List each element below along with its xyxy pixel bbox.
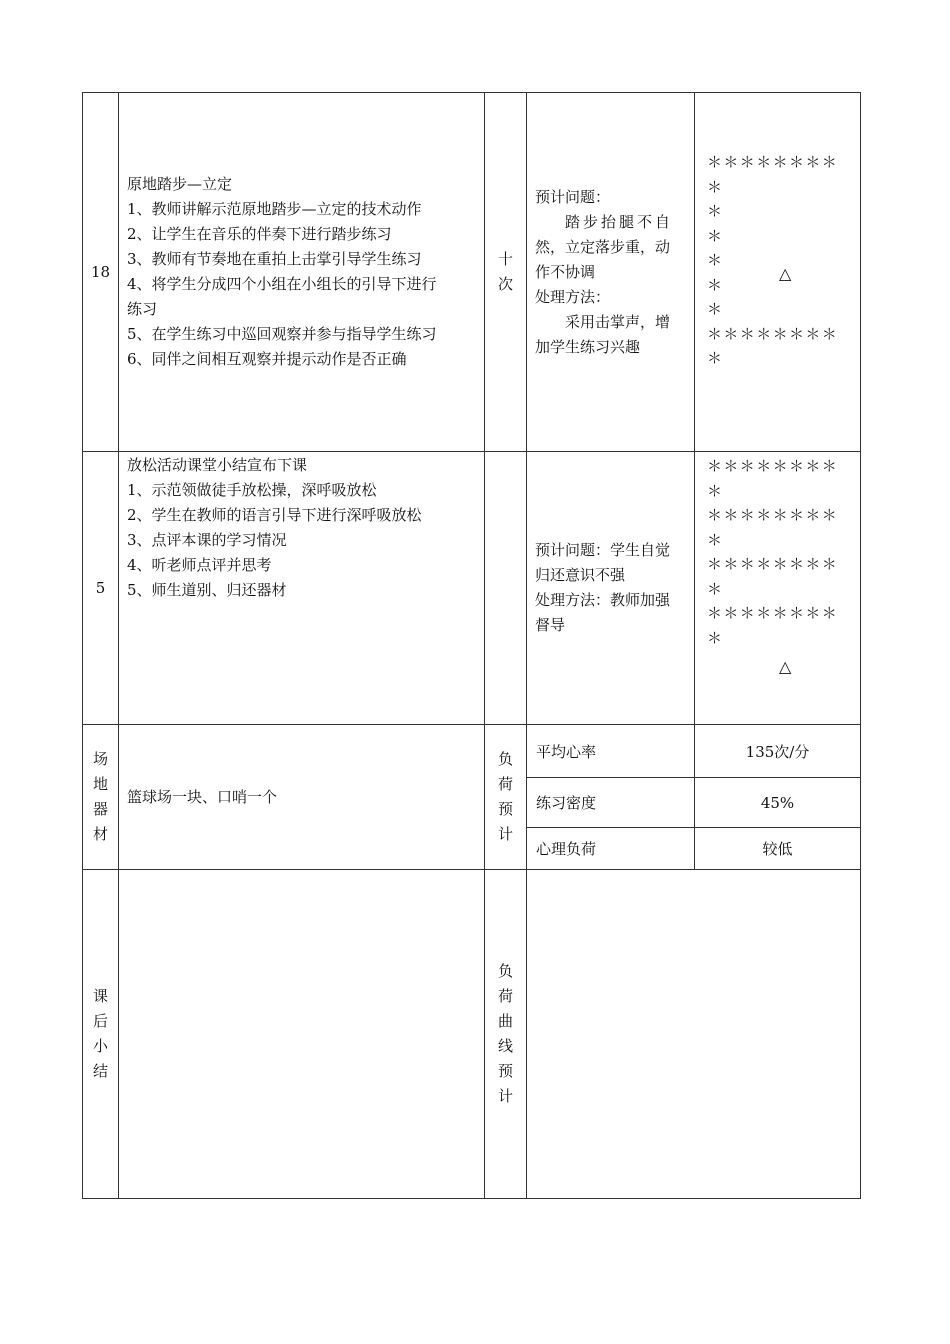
times-char: 十	[497, 250, 513, 268]
summary-label-char: 课	[92, 987, 108, 1005]
curve-label-char: 计	[497, 1087, 513, 1105]
formation-row: ＊	[707, 579, 724, 598]
times-cell	[485, 452, 527, 725]
step-text: 5、在学生练习中巡回观察并参与指导学生练习	[127, 325, 437, 343]
problem-text: 处理方法：教师加强	[535, 591, 671, 609]
formation-row: ＊	[707, 275, 724, 294]
activity-row-1	[83, 93, 861, 452]
formation-cell	[695, 93, 861, 452]
formation-row: ＊	[707, 349, 724, 367]
formation-row: ＊＊＊＊＊＊＊＊	[707, 324, 839, 343]
curve-label-char: 负	[497, 962, 513, 980]
teacher-position-icon: △	[779, 264, 792, 283]
problem-text: 归还意识不强	[535, 566, 626, 584]
formation-row: ＊＊＊＊＊＊＊＊	[707, 506, 839, 524]
activity-title: 放松活动课堂小结宣布下课	[127, 456, 308, 474]
step-text: 4、将学生分成四个小组在小组长的引导下进行	[127, 275, 437, 293]
load-label-char: 负	[497, 750, 513, 768]
student-formation	[707, 454, 838, 650]
formation-row: ＊	[707, 530, 724, 549]
lesson-plan-table	[82, 92, 861, 1199]
load-label-text: 练习密度	[536, 794, 597, 812]
load-label-char: 预	[497, 800, 513, 818]
step-text: 6、同伴之间相互观察并提示动作是否正确	[127, 350, 407, 368]
formation-row: ＊	[707, 177, 724, 196]
load-label-text: 心理负荷	[536, 840, 597, 858]
formation-row: ＊	[707, 628, 724, 647]
step-text: 练习	[127, 300, 158, 318]
summary-label-cell	[83, 870, 119, 1199]
time-cell	[83, 452, 119, 725]
curve-content-cell	[527, 870, 861, 1199]
formation-row: ＊	[707, 251, 724, 269]
formation-row: ＊＊＊＊＊＊＊＊	[707, 604, 839, 622]
load-label-char: 荷	[497, 775, 513, 793]
curve-label-char: 曲	[497, 1012, 513, 1030]
step-text: 2、让学生在音乐的伴奏下进行踏步练习	[127, 225, 392, 243]
problem-text: 预计问题：	[535, 187, 611, 206]
curve-label-char: 预	[497, 1062, 513, 1080]
student-formation	[707, 150, 838, 371]
formation-row: ＊	[707, 226, 724, 245]
times-cell	[485, 93, 527, 452]
load-item-label	[527, 778, 695, 828]
problem-text: 预计问题：学生自觉	[535, 541, 671, 559]
formation-cell	[695, 452, 861, 725]
curve-label-char: 荷	[497, 987, 513, 1005]
time-value: 18	[90, 263, 111, 281]
formation-row: ＊	[707, 481, 724, 500]
problem-text: 然，立定落步重，动	[535, 237, 671, 256]
equipment-text: 篮球场一块、口哨一个	[127, 787, 278, 806]
step-text: 5、师生道别、归还器材	[127, 581, 287, 599]
curve-label-char: 线	[497, 1037, 513, 1055]
load-value-text: 较低	[762, 840, 793, 858]
summary-label-char: 结	[92, 1062, 108, 1080]
time-value: 5	[95, 579, 106, 597]
load-item-label	[527, 828, 695, 870]
equipment-label-char: 场	[92, 750, 108, 768]
step-text: 1、教师讲解示范原地踏步—立定的技术动作	[127, 200, 422, 218]
load-label-text: 平均心率	[536, 742, 597, 761]
formation-row: ＊	[707, 202, 724, 220]
curve-label-cell	[485, 870, 527, 1199]
step-text: 2、学生在教师的语言引导下进行深呼吸放松	[127, 506, 422, 524]
teacher-position-icon: △	[779, 657, 792, 676]
load-item-value	[695, 778, 861, 828]
step-text: 4、听老师点评并思考	[127, 556, 272, 574]
problem-text: 加学生练习兴趣	[535, 337, 641, 356]
equipment-label-char: 材	[92, 825, 108, 843]
equipment-content-cell	[119, 725, 485, 870]
equipment-label-char: 器	[92, 800, 108, 818]
load-value-text: 45%	[760, 793, 795, 812]
times-char: 次	[497, 275, 513, 293]
equipment-row	[83, 725, 861, 778]
formation-row: ＊＊＊＊＊＊＊＊	[707, 153, 839, 171]
load-value-text: 135次/分	[745, 742, 810, 761]
step-text: 3、教师有节奏地在重拍上击掌引导学生练习	[127, 250, 422, 268]
summary-row	[83, 870, 861, 1199]
problem-text: 作不协调	[535, 262, 596, 281]
formation-row: ＊＊＊＊＊＊＊＊	[707, 555, 839, 573]
summary-label-char: 后	[92, 1012, 108, 1030]
equipment-label-char: 地	[92, 775, 108, 793]
load-label-char: 计	[497, 825, 513, 843]
content-cell	[119, 452, 485, 725]
equipment-label-cell	[83, 725, 119, 870]
problem-cell	[527, 93, 695, 452]
activity-row-2	[83, 452, 861, 725]
problem-text: 督导	[535, 616, 566, 634]
problem-text: 处理方法：	[535, 287, 611, 306]
load-item-label	[527, 725, 695, 778]
step-text: 1、示范领做徒手放松操，深呼吸放松	[127, 481, 377, 499]
activity-title: 原地踏步—立定	[127, 175, 233, 193]
load-item-value	[695, 828, 861, 870]
content-cell	[119, 93, 485, 452]
problem-text: 踏步抬腿不自	[565, 212, 674, 231]
problem-text: 采用击掌声，增	[565, 312, 671, 331]
problem-cell	[527, 452, 695, 725]
step-text: 3、点评本课的学习情况	[127, 531, 287, 549]
summary-label-char: 小	[92, 1037, 108, 1055]
time-cell	[83, 93, 119, 452]
formation-row: ＊	[707, 300, 724, 318]
load-label-cell	[485, 725, 527, 870]
summary-content-cell	[119, 870, 485, 1199]
load-item-value	[695, 725, 861, 778]
formation-row: ＊＊＊＊＊＊＊＊	[707, 457, 839, 475]
